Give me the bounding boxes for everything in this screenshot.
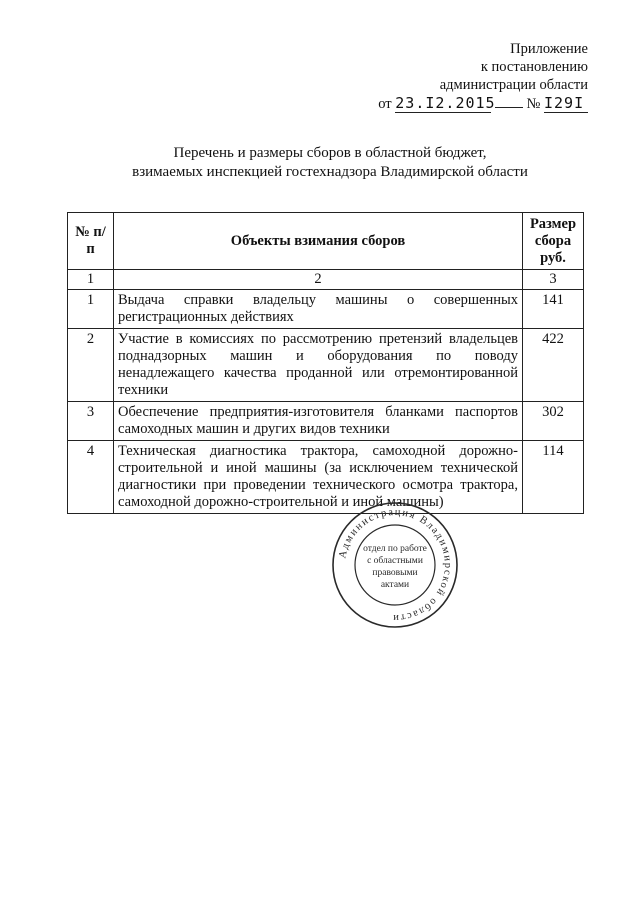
stamp-center-line-2: с областными	[367, 556, 423, 566]
appendix-date-line	[378, 94, 588, 113]
table-row	[68, 329, 584, 402]
appendix-label: Приложение	[510, 41, 588, 57]
stamp-center-line-4: актами	[380, 580, 410, 590]
stamp-center-line-3: правовыми	[372, 568, 418, 578]
header-fee: Размер сбора руб.	[523, 213, 584, 270]
stamp-seal-icon	[330, 500, 460, 630]
table-header-row	[68, 213, 584, 270]
column-number: 1	[68, 270, 114, 290]
row-object: Техническая диагностика трактора, самоходной дорожно-строительной и иной машины (за исключением технической диагностики при проведении технического осмотра трактора, самоходной дорожно-строительной и иной машины)	[114, 441, 523, 514]
header-number: № п/п	[68, 213, 114, 270]
number-prefix: №	[526, 96, 541, 112]
appendix-resolution-label: к постановлению	[480, 59, 588, 75]
table-row	[68, 402, 584, 441]
table-row	[68, 290, 584, 329]
row-number: 1	[68, 290, 114, 329]
row-number: 2	[68, 329, 114, 402]
fees-table	[67, 212, 584, 514]
official-stamp	[330, 500, 460, 630]
column-number: 3	[523, 270, 584, 290]
row-number: 3	[68, 402, 114, 441]
row-fee: 114	[523, 441, 584, 514]
row-fee: 141	[523, 290, 584, 329]
resolution-date: 23.I2.2015	[395, 94, 496, 112]
date-prefix: от	[378, 96, 392, 112]
column-number-row	[68, 270, 584, 290]
row-fee: 422	[523, 329, 584, 402]
appendix-authority: администрации области	[439, 77, 588, 93]
date-underline	[495, 107, 523, 108]
title-line-2: взимаемых инспекцией гостехнадзора Владимирской области	[132, 164, 528, 180]
row-object: Выдача справки владельцу машины о совершенных регистрационных действиях	[114, 290, 523, 329]
table-row	[68, 441, 584, 514]
resolution-number: I29I	[544, 94, 588, 113]
row-object: Участие в комиссиях по рассмотрению претензий владельцев поднадзорных машин и оборудования по поводу ненадлежащего качества проданной или отремонтированной техники	[114, 329, 523, 402]
stamp-ring-text: Администрация Владимирской области	[337, 506, 454, 624]
header-object: Объекты взимания сборов	[114, 213, 523, 270]
row-object: Обеспечение предприятия-изготовителя бланками паспортов самоходных машин и других видов техники	[114, 402, 523, 441]
row-number: 4	[68, 441, 114, 514]
row-fee: 302	[523, 402, 584, 441]
column-number: 2	[114, 270, 523, 290]
document-title	[80, 144, 580, 182]
appendix-header	[378, 40, 588, 113]
title-line-1: Перечень и размеры сборов в областной бюджет,	[173, 145, 487, 161]
stamp-center-line-1: отдел по работе	[363, 544, 427, 554]
